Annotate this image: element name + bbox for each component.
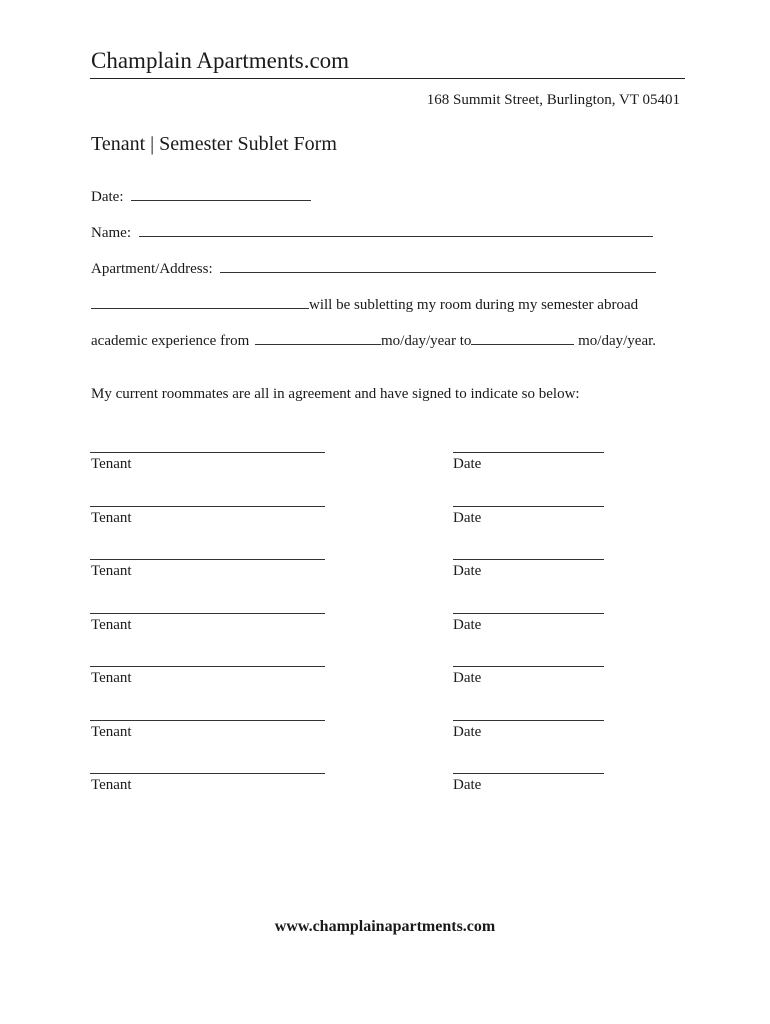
tenant-signature-line[interactable] <box>90 666 325 667</box>
form-title: Tenant | Semester Sublet Form <box>91 133 337 155</box>
date-label: Date <box>453 456 482 472</box>
date-field-row <box>91 186 311 207</box>
tenant-label: Tenant <box>91 670 132 686</box>
date-signature-line[interactable] <box>453 773 604 774</box>
name-input-line[interactable] <box>139 222 653 237</box>
date-signature-line[interactable] <box>453 452 604 453</box>
date-label: Date <box>453 510 482 526</box>
tenant-signature-line[interactable] <box>90 506 325 507</box>
subletter-name-input-line[interactable] <box>91 294 309 309</box>
apartment-field-row <box>91 258 656 279</box>
date-label: Date <box>453 777 482 793</box>
tenant-signature-line[interactable] <box>90 720 325 721</box>
date-label: Date <box>453 724 482 740</box>
end-date-input-line[interactable] <box>471 330 574 345</box>
mdy-end-text: mo/day/year. <box>578 333 657 349</box>
date-signature-line[interactable] <box>453 613 604 614</box>
date-signature-line[interactable] <box>453 559 604 560</box>
tenant-signature-line[interactable] <box>90 559 325 560</box>
academic-dates-row <box>91 330 656 351</box>
date-label: Date <box>453 563 482 579</box>
roommates-statement: My current roommates are all in agreement and have signed to indicate so below: <box>91 386 580 402</box>
academic-from-text: academic experience from <box>91 333 250 349</box>
tenant-label: Tenant <box>91 724 132 740</box>
tenant-label: Tenant <box>91 510 132 526</box>
apartment-input-line[interactable] <box>220 258 656 273</box>
date-label: Date <box>453 670 482 686</box>
tenant-signature-line[interactable] <box>90 452 325 453</box>
tenant-signature-line[interactable] <box>90 613 325 614</box>
name-label: Name: <box>91 225 131 241</box>
footer-url: www.champlainapartments.com <box>274 918 496 935</box>
tenant-label: Tenant <box>91 777 132 793</box>
apartment-label: Apartment/Address: <box>91 261 213 277</box>
date-signature-line[interactable] <box>453 720 604 721</box>
sublet-text: will be subletting my room during my semester abroad <box>309 297 639 313</box>
date-label: Date <box>453 617 482 633</box>
mdy-to-text: mo/day/year to <box>380 333 472 349</box>
sublet-row <box>91 294 638 315</box>
tenant-label: Tenant <box>91 456 132 472</box>
name-field-row <box>91 222 653 243</box>
date-signature-line[interactable] <box>453 506 604 507</box>
brand-title: Champlain Apartments.com <box>91 48 350 73</box>
header-divider <box>90 78 685 79</box>
date-signature-line[interactable] <box>453 666 604 667</box>
company-address: 168 Summit Street, Burlington, VT 05401 <box>426 92 680 108</box>
tenant-signature-line[interactable] <box>90 773 325 774</box>
date-label: Date: <box>91 189 124 205</box>
tenant-label: Tenant <box>91 563 132 579</box>
start-date-input-line[interactable] <box>255 330 381 345</box>
date-input-line[interactable] <box>131 186 311 201</box>
tenant-label: Tenant <box>91 617 132 633</box>
